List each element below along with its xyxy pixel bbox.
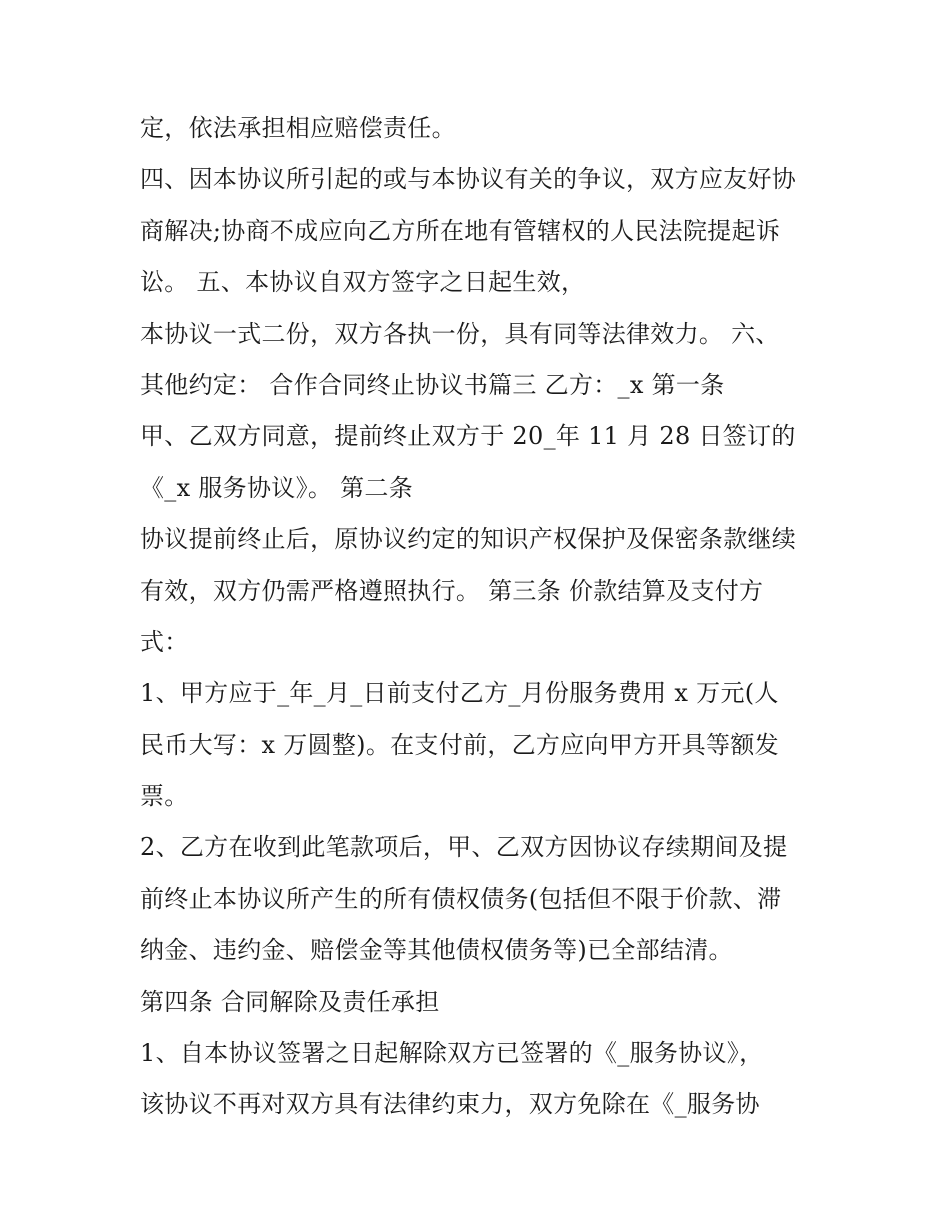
text-line: 四、因本协议所引起的或与本协议有关的争议，双方应友好协 <box>140 165 797 194</box>
text-line: 甲、乙双方同意，提前终止双方于 20_年 11 月 28 日签订的 <box>140 422 796 451</box>
text-line: 定，依法承担相应赔偿责任。 <box>140 114 456 142</box>
text-line: 式： <box>140 627 189 656</box>
text-line: 前终止本协议所产生的所有债权债务(包括但不限于价款、滞 <box>140 884 782 913</box>
text-line: 第四条 合同解除及责任承担 <box>140 987 440 1016</box>
text-line: 1、甲方应于_年_月_日前支付乙方_月份服务费用 x 万元(人 <box>140 679 779 708</box>
text-line: 讼。 五、本协议自双方签字之日起生效， <box>140 268 586 297</box>
text-line: 民币大写：x 万圆整)。在支付前，乙方应向甲方开具等额发 <box>140 730 779 759</box>
text-line: 纳金、违约金、赔偿金等其他债权债务等)已全部结清。 <box>140 936 733 965</box>
document-body <box>140 103 830 1131</box>
text-line: 2、乙方在收到此笔款项后，甲、乙双方因协议存续期间及提 <box>140 833 788 862</box>
text-line: 其他约定： 合作合同终止协议书篇三 乙方：_x 第一条 <box>140 370 725 399</box>
text-line: 《_x 服务协议》。 第二条 <box>140 473 413 502</box>
text-line: 该协议不再对双方具有法律约束力，双方免除在《_服务协 <box>140 1090 760 1119</box>
text-line: 协议提前终止后，原协议约定的知识产权保护及保密条款继续 <box>140 525 797 554</box>
text-line: 商解决;协商不成应向乙方所在地有管辖权的人民法院提起诉 <box>140 216 781 245</box>
text-line: 1、自本协议签署之日起解除双方已签署的《_服务协议》， <box>140 1039 764 1068</box>
text-line: 有效，双方仍需严格遵照执行。 第三条 价款结算及支付方 <box>140 576 764 605</box>
text-line: 票。 <box>140 782 189 811</box>
text-line: 本协议一式二份，双方各执一份，具有同等法律效力。 六、 <box>140 319 780 348</box>
